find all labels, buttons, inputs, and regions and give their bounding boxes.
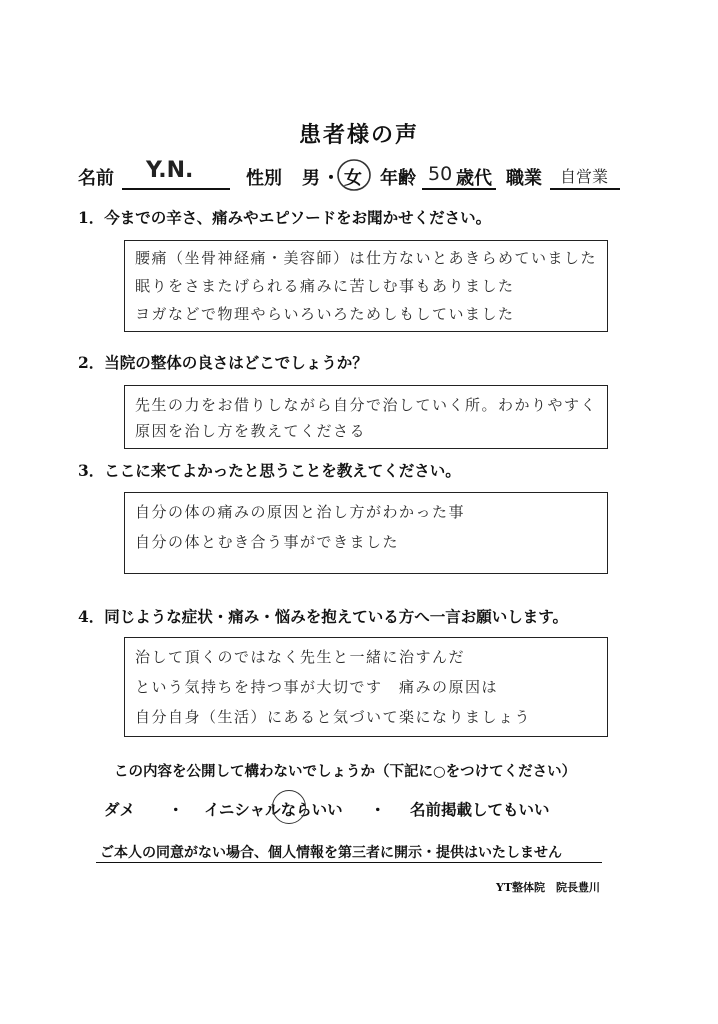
- answer-3-line-1: 自分の体の痛みの原因と治し方がわかった事: [135, 503, 466, 521]
- gender-separator: ・: [322, 168, 340, 189]
- age-suffix: 歳代: [456, 168, 492, 189]
- age-value: 50: [428, 163, 453, 185]
- answer-box-4: [124, 637, 608, 737]
- question-1: 1．今までの辛さ、痛みやエピソードをお聞かせください。: [78, 208, 492, 227]
- answer-box-3: [124, 492, 608, 574]
- answer-1-line-3: ヨガなどで物理やらいろいろためしもしていました: [135, 305, 515, 323]
- answer-2-line-2: 原因を治し方を教えてくださる: [135, 422, 367, 440]
- privacy-notice: ご本人の同意がない場合、個人情報を第三者に開示・提供はいたしません: [100, 845, 562, 861]
- name-label: 名前: [78, 168, 114, 189]
- page-title: 患者様の声: [298, 122, 419, 148]
- option-initials: イニシャルならいい: [204, 800, 343, 819]
- answer-3-line-2: 自分の体とむき合う事ができました: [135, 533, 400, 551]
- gender-female: 女: [344, 168, 362, 189]
- answer-box-2: [124, 385, 608, 449]
- answer-4-line-3: 自分自身（生活）にあると気づいて楽になりましょう: [135, 708, 532, 726]
- answer-4-line-2: という気持ちを持つ事が大切です 痛みの原因は: [135, 678, 499, 696]
- job-label: 職業: [506, 168, 542, 189]
- question-4: 4．同じような症状・痛み・悩みを抱えている方へ一言お願いします。: [78, 607, 569, 626]
- answer-1-line-1: 腰痛（坐骨神経痛・美容師）は仕方ないとあきらめていました: [135, 249, 598, 267]
- question-3: 3．ここに来てよかったと思うことを教えてください。: [78, 461, 461, 480]
- question-2: 2．当院の整体の良さはどこでしょうか？: [78, 353, 368, 372]
- name-value: Y.N.: [146, 158, 194, 183]
- option-full-name: 名前掲載してもいい: [410, 800, 550, 819]
- profile-row: [78, 160, 618, 190]
- name-underline: [122, 188, 230, 190]
- answer-4-line-1: 治して頂くのではなく先生と一緒に治すんだ: [135, 648, 466, 666]
- gender-male: 男: [302, 168, 320, 189]
- answer-box-1: [124, 240, 608, 332]
- job-value: 自営業: [560, 167, 609, 186]
- clinic-footer: YT整体院 院長豊川: [496, 881, 601, 894]
- age-label: 年齢: [380, 168, 416, 189]
- consent-question: この内容を公開して構わないでしょうか（下記に○をつけてください）: [114, 763, 577, 780]
- option-no: ダメ: [104, 800, 136, 819]
- selected-option-circle: [272, 790, 306, 824]
- answer-2-line-1: 先生の力をお借りしながら自分で治していく所。わかりやすく: [135, 396, 598, 414]
- job-underline: [550, 188, 620, 190]
- option-separator-2: ・: [370, 800, 386, 819]
- gender-label: 性別: [246, 168, 282, 189]
- option-separator-1: ・: [168, 800, 184, 819]
- answer-1-line-2: 眠りをさまたげられる痛みに苦しむ事もありました: [135, 277, 515, 295]
- female-circle-mark: [335, 157, 373, 193]
- privacy-notice-underline: [96, 862, 602, 863]
- age-underline: [422, 188, 496, 190]
